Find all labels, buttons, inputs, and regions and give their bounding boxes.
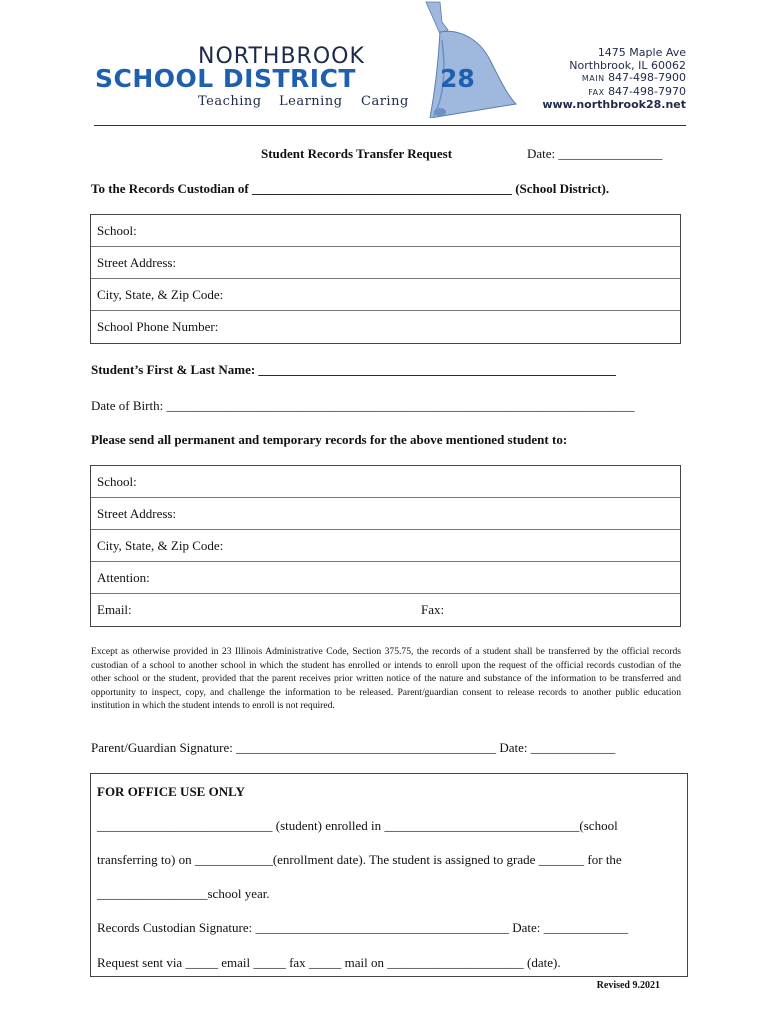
main-phone (542, 72, 686, 86)
office-school-year-line[interactable]: _________________school year. (97, 886, 270, 901)
tagline-learning: Learning (279, 94, 343, 109)
school-phone-field[interactable]: School Phone Number: (97, 319, 219, 334)
office-use-heading: FOR OFFICE USE ONLY (97, 784, 245, 799)
legal-notice: Except as otherwise provided in 23 Illinois Administrative Code, Section 375.75, the records of a student shall be transferred by the official records custodian of a school to another school in which the student has enrolled or intends to enroll upon the request of the official records custodian of the other school or the student, provided that the parent receives prior written notice of the nature and substance of the information to be transferred and opportunity to inspect, copy, and challenge the information to be released. Parent/guardian consent to release records to another public education institution in which the student intends to enroll is not required. (91, 646, 681, 711)
request-sent-line[interactable]: Request sent via _____ email _____ fax _____ mail on _____________________ (date). (97, 955, 561, 970)
student-name-field[interactable]: Student’s First & Last Name: _______________________________________________________ (91, 362, 616, 377)
logo-number: 28 (440, 64, 475, 93)
receiving-school-box (90, 465, 681, 627)
school-field[interactable]: School: (91, 215, 680, 247)
bell-icon (420, 0, 520, 118)
custodian-field[interactable]: To the Records Custodian of ________________________________________ (School District). (91, 181, 610, 196)
district-address (542, 47, 686, 112)
header-divider (94, 125, 686, 126)
send-to-heading: Please send all permanent and temporary records for the above mentioned student to: (91, 432, 568, 447)
tagline-teaching: Teaching (198, 94, 262, 109)
date-of-birth-field[interactable]: Date of Birth: ________________________________________________________________________ (91, 398, 635, 413)
office-enrollment-line[interactable]: ___________________________ (student) enrolled in ______________________________(school (97, 818, 618, 833)
dest-city-state-zip-field[interactable]: City, State, & Zip Code: (91, 530, 680, 562)
main-label: MAIN (581, 74, 605, 83)
logo-line-2: SCHOOL DISTRICT (95, 64, 356, 93)
office-grade-line[interactable]: transferring to) on ____________(enrollment date). The student is assigned to grade _______ for the (97, 852, 622, 867)
form-title: Student Records Transfer Request (261, 146, 453, 161)
revision-note: Revised 9.2021 (596, 980, 660, 991)
request-date-field[interactable]: Date: ________________ (527, 146, 663, 161)
dest-school-field[interactable]: School: (91, 466, 680, 498)
email-fax-row (91, 594, 680, 626)
street-address-field[interactable]: Street Address: (91, 247, 680, 279)
fax-phone-number: 847-498-7970 (608, 84, 686, 98)
requesting-school-box (90, 214, 681, 344)
dest-street-address-field[interactable]: Street Address: (91, 498, 680, 530)
parent-signature-field[interactable]: Parent/Guardian Signature: ________________________________________ Date: _____________ (91, 740, 616, 755)
office-use-box (90, 773, 688, 977)
logo-line-1: NORTHBROOK (198, 44, 365, 69)
fax-field[interactable]: Fax: (421, 602, 445, 617)
city-state-zip-field[interactable]: City, State, & Zip Code: (91, 279, 680, 311)
fax-label: FAX (588, 87, 605, 97)
address-line-2: Northbrook, IL 60062 (569, 58, 686, 72)
website-link[interactable]: www.northbrook28.net (542, 98, 686, 111)
custodian-signature-field[interactable]: Records Custodian Signature: _______________________________________ Date: _____________ (97, 920, 629, 935)
address-line-1: 1475 Maple Ave (597, 46, 686, 59)
main-phone-number: 847-498-7900 (608, 71, 686, 84)
fax-phone (542, 86, 686, 100)
tagline-caring: Caring (361, 94, 409, 109)
attention-field[interactable]: Attention: (91, 562, 680, 594)
email-field[interactable]: Email: (97, 602, 132, 617)
